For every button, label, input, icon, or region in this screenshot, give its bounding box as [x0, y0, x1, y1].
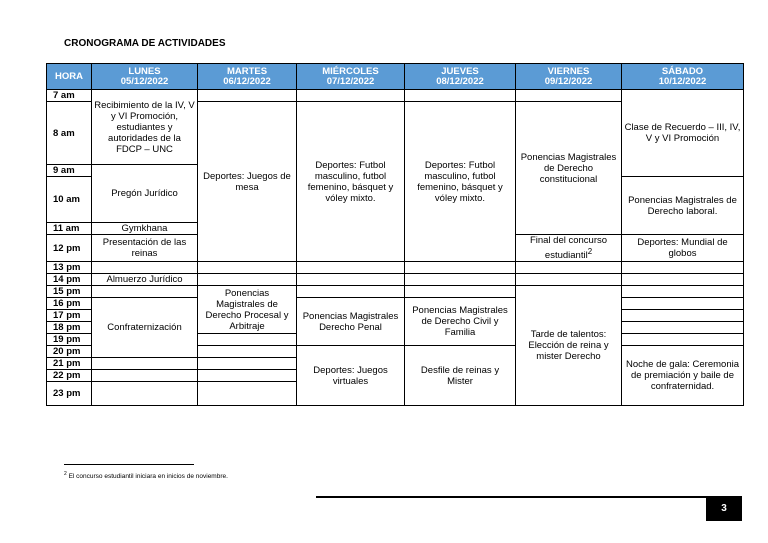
- empty-cell: [92, 358, 198, 370]
- activity-cell: Ponencias Magistrales de Derecho Procesal y Arbitraje: [198, 286, 297, 334]
- activity-cell: Clase de Recuerdo – III, IV, V y VI Promoción: [622, 90, 744, 177]
- hour-cell: 7 am: [47, 90, 92, 102]
- empty-cell: [622, 298, 744, 310]
- empty-cell: [297, 286, 405, 298]
- footnote-divider: [64, 464, 194, 465]
- hour-cell: 23 pm: [47, 382, 92, 406]
- empty-cell: [198, 334, 297, 346]
- hour-cell: 20 pm: [47, 346, 92, 358]
- empty-cell: [92, 370, 198, 382]
- hour-cell: 13 pm: [47, 262, 92, 274]
- activity-cell: Recibimiento de la IV, V y VI Promoción, estudiantes y autoridades de la FDCP – UNC: [92, 90, 198, 165]
- footnote: $^2$ El concurso estudiantil iniciara en inicios de noviembre.: [64, 471, 228, 481]
- hour-cell: 21 pm: [47, 358, 92, 370]
- header-hora: HORA: [47, 64, 92, 90]
- activity-cell: Final del concurso estudiantil$^2$: [516, 235, 622, 262]
- activity-cell: Presentación de las reinas: [92, 235, 198, 262]
- activity-cell: Pregón Jurídico: [92, 165, 198, 223]
- header-day: MIÉRCOLES 07/12/2022: [297, 64, 405, 90]
- activity-cell: Deportes: Juegos virtuales: [297, 346, 405, 406]
- activity-cell: Desfile de reinas y Mister: [405, 346, 516, 406]
- empty-cell: [198, 370, 297, 382]
- empty-cell: [92, 286, 198, 298]
- header-day: VIERNES 09/12/2022: [516, 64, 622, 90]
- empty-cell: [516, 90, 622, 102]
- footer-divider: [316, 496, 742, 498]
- hour-cell: 8 am: [47, 102, 92, 165]
- schedule-table: [46, 63, 744, 406]
- header-day: SÁBADO 10/12/2022: [622, 64, 744, 90]
- activity-cell: Deportes: Futbol masculino, futbol femenino, básquet y vóley mixto.: [297, 102, 405, 262]
- empty-cell: [622, 334, 744, 346]
- hour-cell: 15 pm: [47, 286, 92, 298]
- empty-cell: [198, 90, 297, 102]
- hour-cell: 22 pm: [47, 370, 92, 382]
- header-day: LUNES 05/12/2022: [92, 64, 198, 90]
- activity-cell: Tarde de talentos: Elección de reina y mister Derecho: [516, 286, 622, 406]
- activity-cell: Noche de gala: Ceremonia de premiación y baile de confraternidad.: [622, 346, 744, 406]
- empty-cell: [405, 286, 516, 298]
- empty-cell: [622, 322, 744, 334]
- hour-cell: 14 pm: [47, 274, 92, 286]
- activity-cell: Ponencias Magistrales Derecho Penal: [297, 298, 405, 346]
- header-row: [47, 64, 744, 90]
- hour-cell: 12 pm: [47, 235, 92, 262]
- activity-cell: Deportes: Juegos de mesa: [198, 102, 297, 262]
- hour-cell: 19 pm: [47, 334, 92, 346]
- hour-cell: 18 pm: [47, 322, 92, 334]
- empty-cell: [297, 90, 405, 102]
- header-day: JUEVES 08/12/2022: [405, 64, 516, 90]
- activity-cell: Ponencias Magistrales de Derecho constitucional: [516, 102, 622, 235]
- empty-cell: [405, 90, 516, 102]
- activity-cell: Confraternización: [92, 298, 198, 358]
- empty-cell: [622, 310, 744, 322]
- empty-cell: [198, 358, 297, 370]
- activity-cell: Ponencias Magistrales de Derecho Civil y Familia: [405, 298, 516, 346]
- activity-cell: Ponencias Magistrales de Derecho laboral.: [622, 177, 744, 235]
- hour-cell: 10 am: [47, 177, 92, 223]
- activity-cell: Almuerzo Jurídico: [92, 274, 198, 286]
- empty-cell: [198, 346, 297, 358]
- activity-cell: Gymkhana: [92, 223, 198, 235]
- hour-cell: 11 am: [47, 223, 92, 235]
- activity-cell: Deportes: Futbol masculino, futbol femenino, básquet y vóley mixto.: [405, 102, 516, 262]
- hour-cell: 16 pm: [47, 298, 92, 310]
- header-day: MARTES 06/12/2022: [198, 64, 297, 90]
- hour-cell: 9 am: [47, 165, 92, 177]
- empty-cell: [198, 382, 297, 406]
- page-title: CRONOGRAMA DE ACTIVIDADES: [64, 38, 226, 49]
- empty-cell: [92, 382, 198, 406]
- activity-cell: Deportes: Mundial de globos: [622, 235, 744, 262]
- empty-cell: [622, 286, 744, 298]
- page-number: 3: [706, 497, 742, 521]
- hour-cell: 17 pm: [47, 310, 92, 322]
